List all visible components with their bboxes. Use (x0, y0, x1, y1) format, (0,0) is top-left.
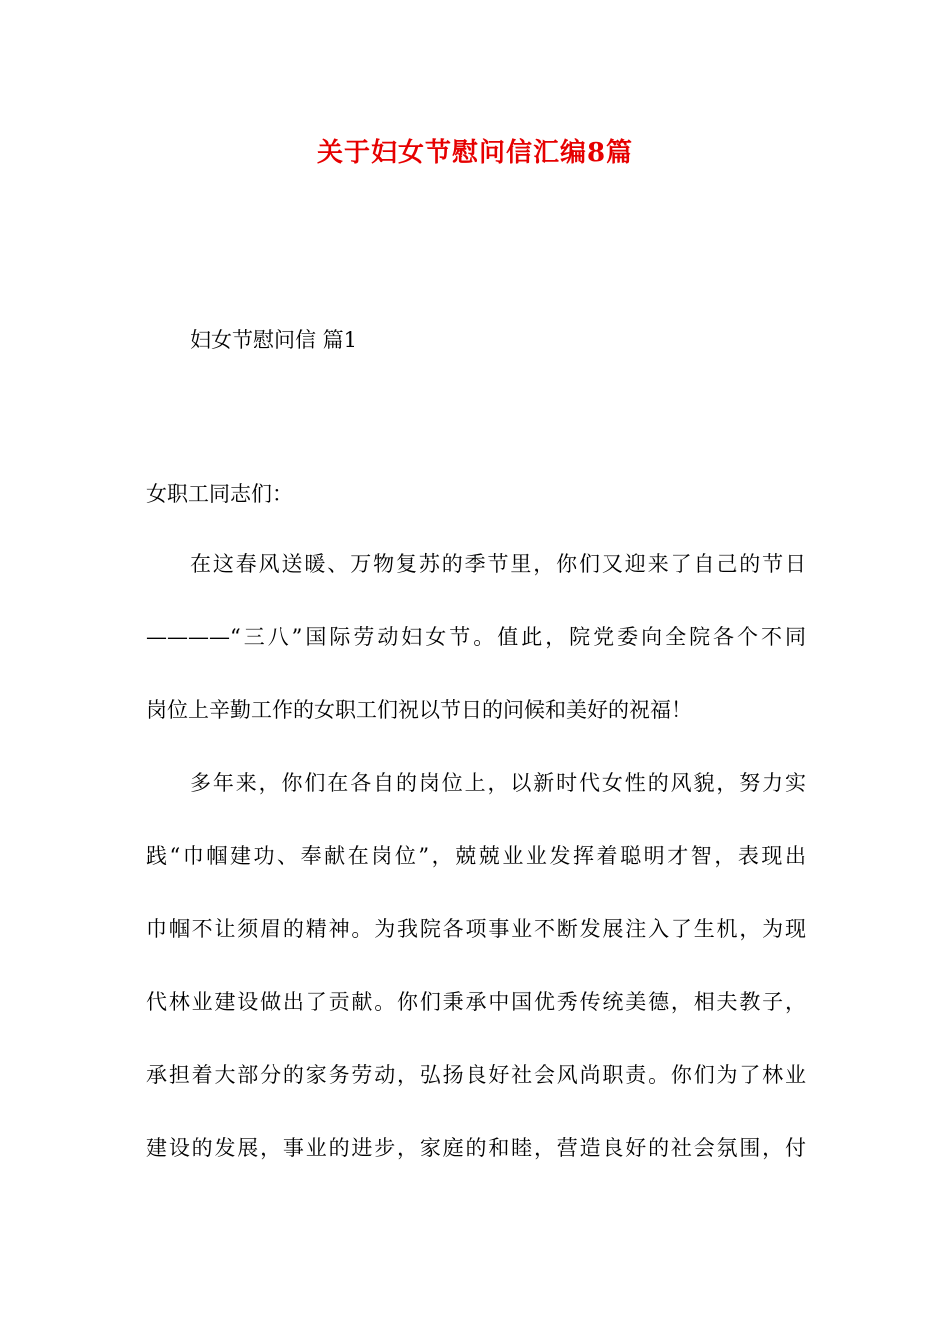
section-heading: 妇女节慰问信 篇1 (190, 328, 358, 352)
paragraph-line: 在这春风送暖、万物复苏的季节里，你们又迎来了自己的节日 (190, 552, 806, 576)
paragraph-line: 岗位上辛勤工作的女职工们祝以节日的问候和美好的祝福！ (146, 698, 692, 722)
document-title: 关于妇女节慰问信汇编8篇 (316, 138, 634, 168)
paragraph-line: 巾帼不让须眉的精神。为我院各项事业不断发展注入了生机，为现 (146, 917, 806, 941)
salutation: 女职工同志们： (146, 482, 293, 506)
paragraph-line: 建设的发展，事业的进步，家庭的和睦，营造良好的社会氛围，付 (146, 1136, 806, 1160)
paragraph-line: 承担着大部分的家务劳动，弘扬良好社会风尚职责。你们为了林业 (146, 1063, 806, 1087)
paragraph-line: 代林业建设做出了贡献。你们秉承中国优秀传统美德，相夫教子， (146, 990, 806, 1014)
paragraph-line: 践“巾帼建功、奉献在岗位”，兢兢业业发挥着聪明才智，表现出 (146, 844, 806, 868)
paragraph-line: ————“三八”国际劳动妇女节。值此，院党委向全院各个不同 (146, 625, 806, 649)
paragraph-line: 多年来，你们在各自的岗位上，以新时代女性的风貌，努力实 (190, 771, 806, 795)
